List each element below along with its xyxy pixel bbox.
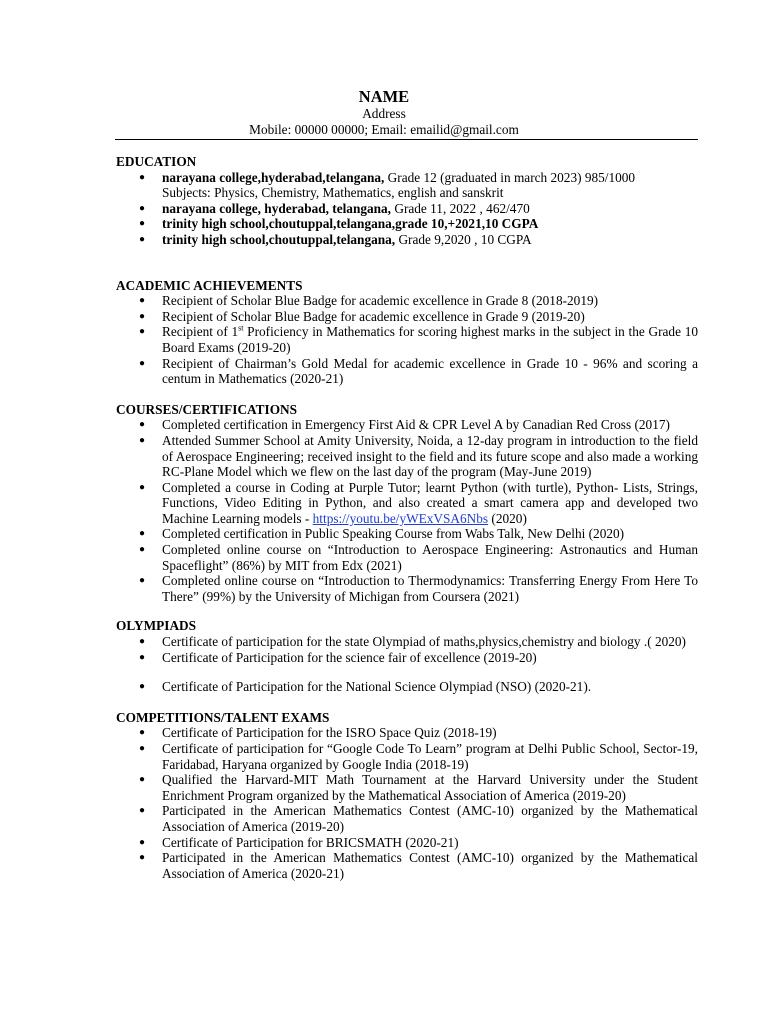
courses-section [116, 402, 698, 605]
item-text: Completed certification in Emergency First Aid & CPR Level A by Canadian Red Cross (2017) [162, 417, 670, 433]
item-text: Completed certification in Public Speaking Course from Wabs Talk, New Delhi (2020) [162, 526, 625, 542]
list-item [116, 772, 698, 803]
list-item [116, 356, 698, 387]
education-title: EDUCATION [116, 154, 197, 169]
bullet-icon: ● [139, 357, 146, 369]
bullet-icon: ● [139, 295, 146, 307]
competitions-section [116, 710, 698, 882]
list-item [116, 232, 698, 248]
olympiads-section [116, 618, 698, 694]
item-text: Proficiency in Mathematics for scoring highest marks in the subject in the Grade 10 Board Exams (2019-20) [162, 324, 699, 355]
candidate-address: Address [362, 106, 406, 121]
bullet-icon: ● [139, 575, 146, 587]
item-text: Completed online course on “Introduction to Aerospace Engineering: Astronautics and Human Spaceflight” (86%) by MIT from Edx (2021) [162, 542, 698, 573]
achievements-section [116, 278, 698, 387]
bullet-icon: ● [139, 434, 146, 446]
item-text: Certificate of Participation for the science fair of excellence (2019-20) [162, 649, 537, 665]
bullet-icon: ● [139, 310, 146, 322]
list-item [116, 850, 698, 881]
list-item [116, 324, 698, 355]
bullet-icon: ● [139, 651, 146, 663]
item-text: Recipient of Scholar Blue Badge for academic excellence in Grade 8 (2018-2019) [162, 293, 599, 309]
bullet-icon: ● [139, 218, 146, 230]
list-item [116, 725, 698, 741]
competitions-list [116, 725, 698, 881]
bullet-icon: ● [139, 202, 146, 214]
education-list [116, 170, 698, 248]
school-name: trinity high school,choutuppal,telangana,grade 10,+2021,10 CGPA [162, 216, 539, 232]
candidate-contact: Mobile: 00000 00000; Email: emailid@gmail.com [249, 121, 519, 137]
list-item [116, 293, 698, 309]
competitions-title: COMPETITIONS/TALENT EXAMS [116, 709, 330, 725]
list-item [116, 542, 698, 573]
bullet-icon: ● [139, 727, 146, 739]
item-text: Certificate of participation for “Google Code To Learn” program at Delhi Public School, Sector-19, Faridabad, Haryana organized by Google India (2018-19) [162, 741, 698, 772]
school-name: narayana college, hyderabad, telangana, [162, 200, 392, 216]
item-text: Certificate of Participation for the National Science Olympiad (NSO) (2020-21). [162, 679, 592, 695]
list-item [116, 634, 698, 650]
list-item [116, 835, 698, 851]
resume-header [0, 88, 768, 137]
school-name: narayana college,hyderabad,telangana, [162, 169, 385, 185]
courses-title: COURSES/CERTIFICATIONS [116, 401, 298, 417]
list-item [116, 741, 698, 772]
item-text: (2020) [488, 510, 527, 526]
list-item [116, 480, 698, 527]
item-text: Certificate of participation for the state Olympiad of maths,physics,chemistry and biology .( 2020) [162, 634, 686, 650]
bullet-icon: ● [139, 681, 146, 693]
item-text: Completed a course in Coding at Purple Tutor; learnt Python (with turtle), Python- Lists, Strings, Functions, Video Editing in Python, and also created a smart camera app and developed two Machine Learning models - [162, 479, 698, 526]
item-text: Completed online course on “Introduction to Thermodynamics: Transferring Energy From Here To There” (99%) by the University of Michigan from Coursera (2021) [162, 573, 698, 604]
bullet-icon: ● [139, 528, 146, 540]
bullet-icon: ● [139, 743, 146, 754]
bullet-icon: ● [139, 419, 146, 431]
courses-list [116, 417, 698, 604]
school-detail: Grade 12 (graduated in march 2023) 985/1000 [384, 169, 636, 185]
list-item [116, 433, 698, 480]
bullet-icon: ● [139, 774, 146, 786]
bullet-icon: ● [139, 544, 146, 556]
olympiads-title: OLYMPIADS [116, 618, 197, 634]
item-text: Participated in the American Mathematics Contest (AMC-10) organized by the Mathematical Association of America (2019-20) [162, 803, 698, 834]
list-item [116, 309, 698, 325]
bullet-icon: ● [139, 233, 146, 245]
education-section [116, 154, 698, 248]
youtube-link[interactable]: https://youtu.be/yWExVSA6Nbs [312, 510, 489, 526]
header-divider [115, 139, 698, 140]
achievements-list [116, 293, 698, 387]
list-item [116, 650, 698, 666]
item-text: Participated in the American Mathematics Contest (AMC-10) organized by the Mathematical Association of America (2020-21) [162, 850, 698, 881]
subjects-line: Subjects: Physics, Chemistry, Mathematics, english and sanskrit [162, 185, 504, 201]
bullet-icon: ● [139, 481, 146, 493]
achievements-title: ACADEMIC ACHIEVEMENTS [116, 277, 303, 293]
list-item [116, 526, 698, 542]
school-name: trinity high school,choutuppal,telangana, [162, 231, 396, 247]
list-item [116, 201, 698, 217]
list-item [116, 216, 698, 232]
list-item [116, 170, 698, 201]
olympiads-list [116, 634, 698, 695]
resume-content [116, 154, 698, 881]
bullet-icon: ● [139, 805, 146, 817]
item-text: Recipient of 1 [162, 324, 239, 340]
superscript: st [238, 323, 244, 333]
item-text: Qualified the Harvard-MIT Math Tournament at the Harvard University under the Student Enrichment Program organized by the Mathematical Association of America (2019-20) [162, 772, 698, 803]
item-text: Recipient of Scholar Blue Badge for academic excellence in Grade 9 (2019-20) [162, 308, 585, 324]
item-text: Certificate of Participation for the ISRO Space Quiz (2018-19) [162, 725, 497, 741]
bullet-icon: ● [139, 852, 146, 864]
bullet-icon: ● [139, 171, 146, 183]
list-item [116, 679, 698, 695]
school-detail: Grade 11, 2022 , 462/470 [391, 200, 530, 216]
list-item [116, 803, 698, 834]
bullet-icon: ● [139, 326, 146, 338]
bullet-icon: ● [139, 836, 146, 848]
item-text: Certificate of Participation for BRICSMATH (2020-21) [162, 834, 459, 850]
candidate-name: NAME [358, 87, 410, 106]
bullet-icon: ● [139, 636, 146, 648]
school-detail: Grade 9,2020 , 10 CGPA [395, 231, 532, 247]
item-text: Recipient of Chairman’s Gold Medal for academic excellence in Grade 10 - 96% and scoring a centum in Mathematics (2020-21) [162, 355, 698, 387]
item-text: Attended Summer School at Amity University, Noida, a 12-day program in introduction to the field of Aerospace Engineering; received insight to the field and its future scope and also made a working RC-Plane Model which we flew on the last day of the program (May-June 2019) [162, 432, 698, 480]
list-item [116, 573, 698, 604]
list-item [116, 417, 698, 433]
